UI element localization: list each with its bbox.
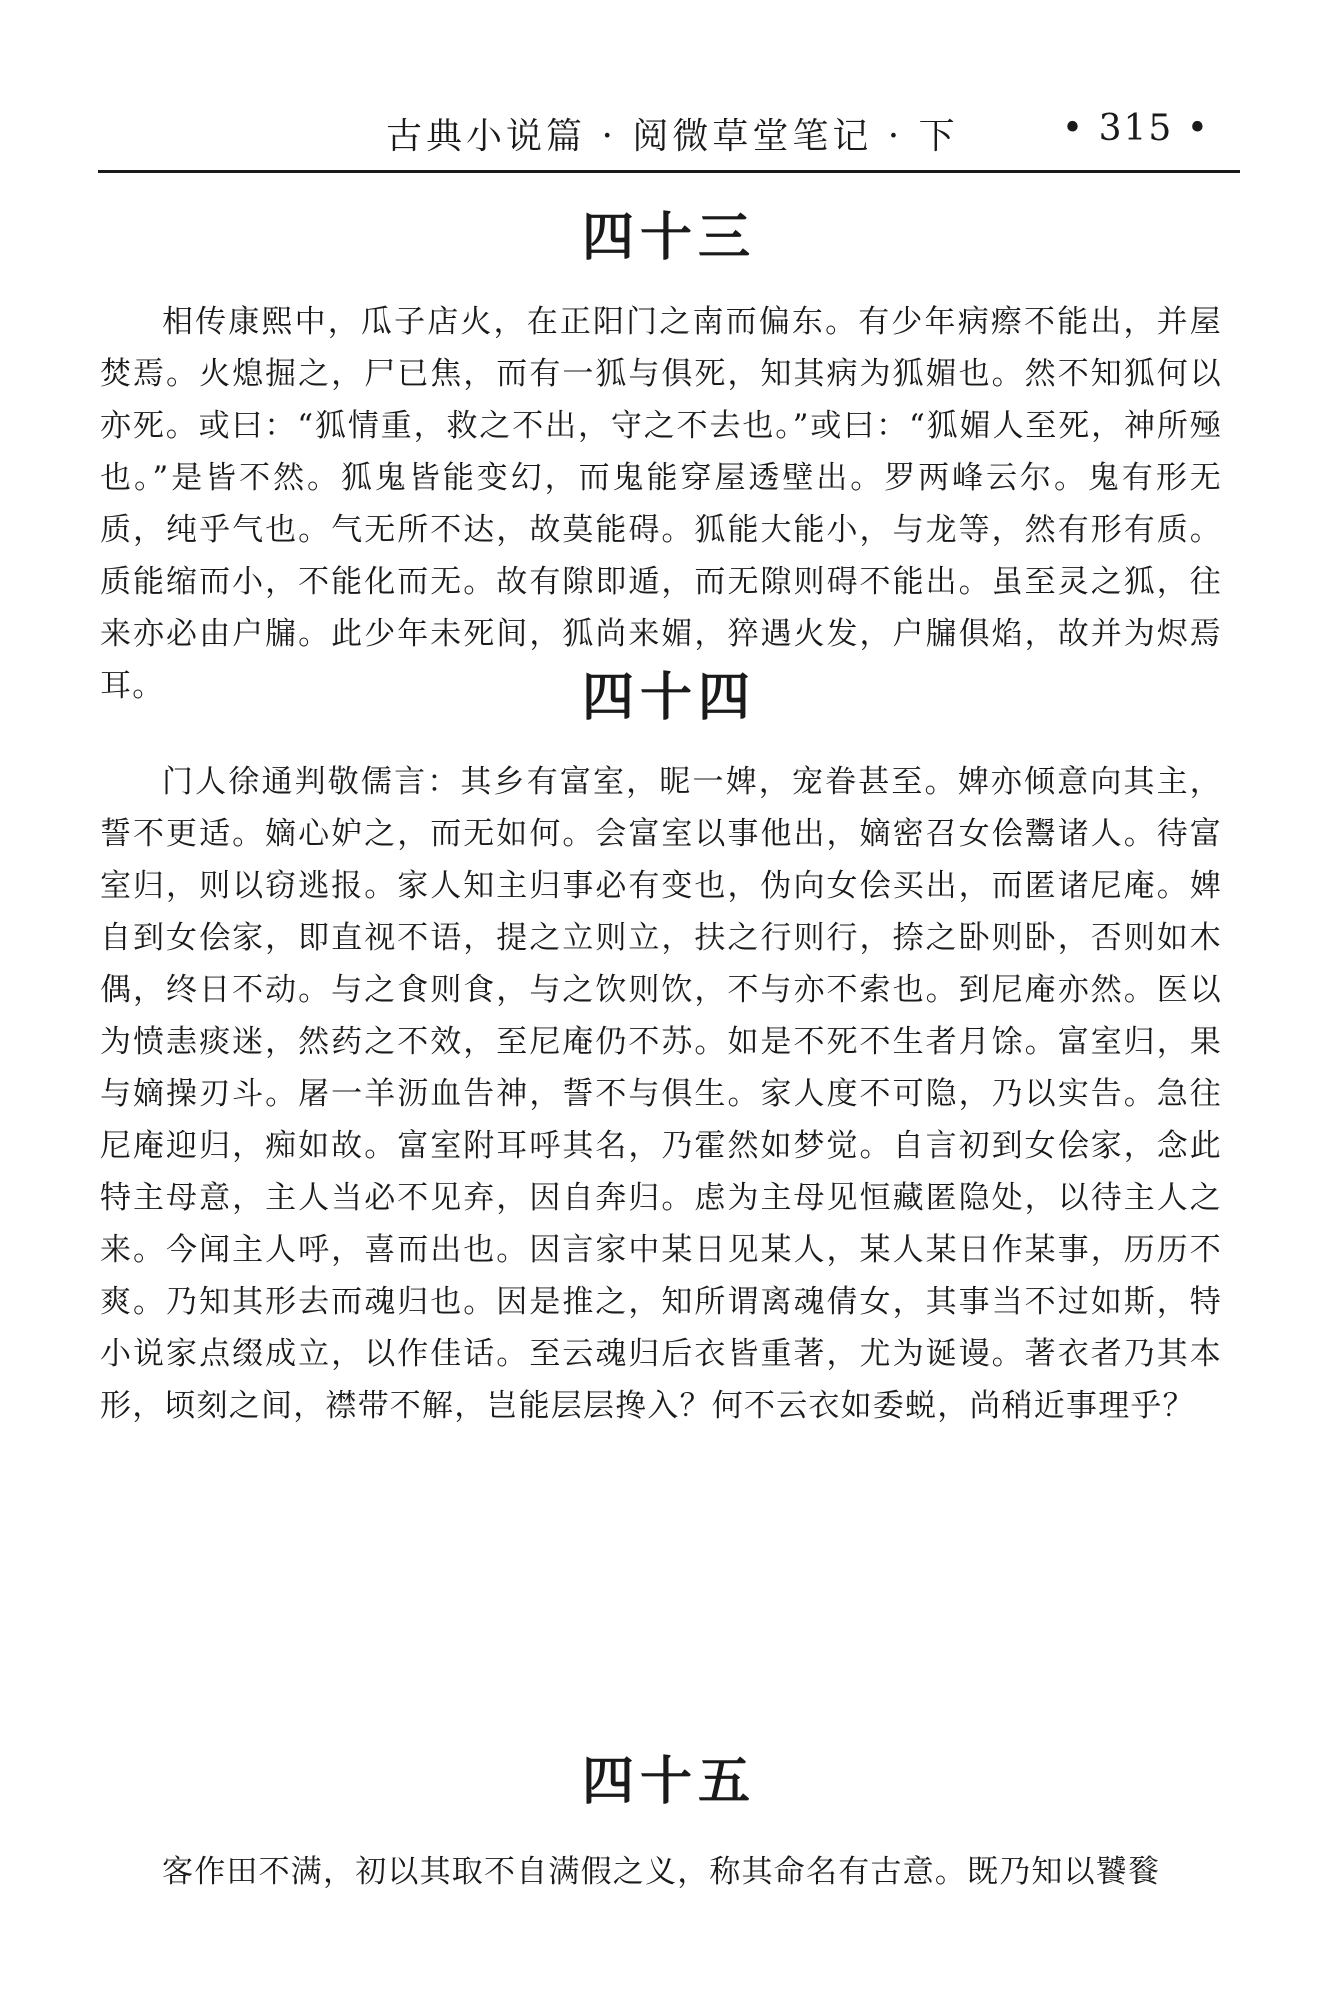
section-heading-44: 四十四 [581,668,756,728]
running-header [98,108,1240,164]
section-text-45: 客作田不满，初以其取不自满假之义，称其命名有古意。既乃知以饕餮 [162,1854,1161,1890]
section-text-43: 相传康熙中，瓜子店火，在正阳门之南而偏东。有少年病瘵不能出，并屋焚焉。火熄掘之，尸已焦，而有一狐与俱死，知其病为狐媚也。然不知狐何以亦死。或曰：“狐情重，救之不出，守之不去也。”或曰：“狐媚人至死，神所殛也。”是皆不然。狐鬼皆能变幻，而鬼能穿屋透壁出。罗两峰云尔。鬼有形无质，纯乎气也。气无所不达，故莫能碍。狐能大能小，与龙等，然有形有质。质能缩而小，不能化而无。故有隙即遁，而无隙则碍不能出。虽至灵之狐，往来亦必由户牖。此少年未死间，狐尚来媚，猝遇火发，户牖俱焰，故并为烬焉耳。 [100,304,1222,704]
header-rule [98,170,1240,173]
page-number: • 315 • [1061,108,1210,149]
section-text-44: 门人徐通判敬儒言：其乡有富室，昵一婢，宠眷甚至。婢亦倾意向其主，誓不更适。嫡心妒之，而无如何。会富室以事他出，嫡密召女侩鬻诸人。待富室归，则以窃逃报。家人知主归事必有变也，伪向女侩买出，而匿诸尼庵。婢自到女侩家，即直视不语，提之立则立，扶之行则行，捺之卧则卧，否则如木偶，终日不动。与之食则食，与之饮则饮，不与亦不索也。到尼庵亦然。医以为愤恚痰迷，然药之不效，至尼庵仍不苏。如是不死不生者月馀。富室归，果与嫡操刃斗。屠一羊沥血告神，誓不与俱生。家人度不可隐，乃以实告。急往尼庵迎归，痴如故。富室附耳呼其名，乃霍然如梦觉。自言初到女侩家，念此特主母意，主人当必不见弃，因自奔归。虑为主母见恒藏匿隐处，以待主人之来。今闻主人呼，喜而出也。因言家中某日见某人，某人某日作某事，历历不爽。乃知其形去而魂归也。因是推之，知所谓离魂倩女，其事当不过如斯，特小说家点缀成立，以作佳话。至云魂归后衣皆重著，尤为诞谩。著衣者乃其本形，顷刻之间，襟带不解，岂能层层搀入？何不云衣如委蜕，尚稍近事理乎？ [100,764,1222,1424]
header-title: 古典小说篇 · 阅微草堂笔记 · 下 [386,116,959,157]
section-heading-45: 四十五 [581,1752,756,1812]
section-heading-43: 四十三 [581,208,756,268]
